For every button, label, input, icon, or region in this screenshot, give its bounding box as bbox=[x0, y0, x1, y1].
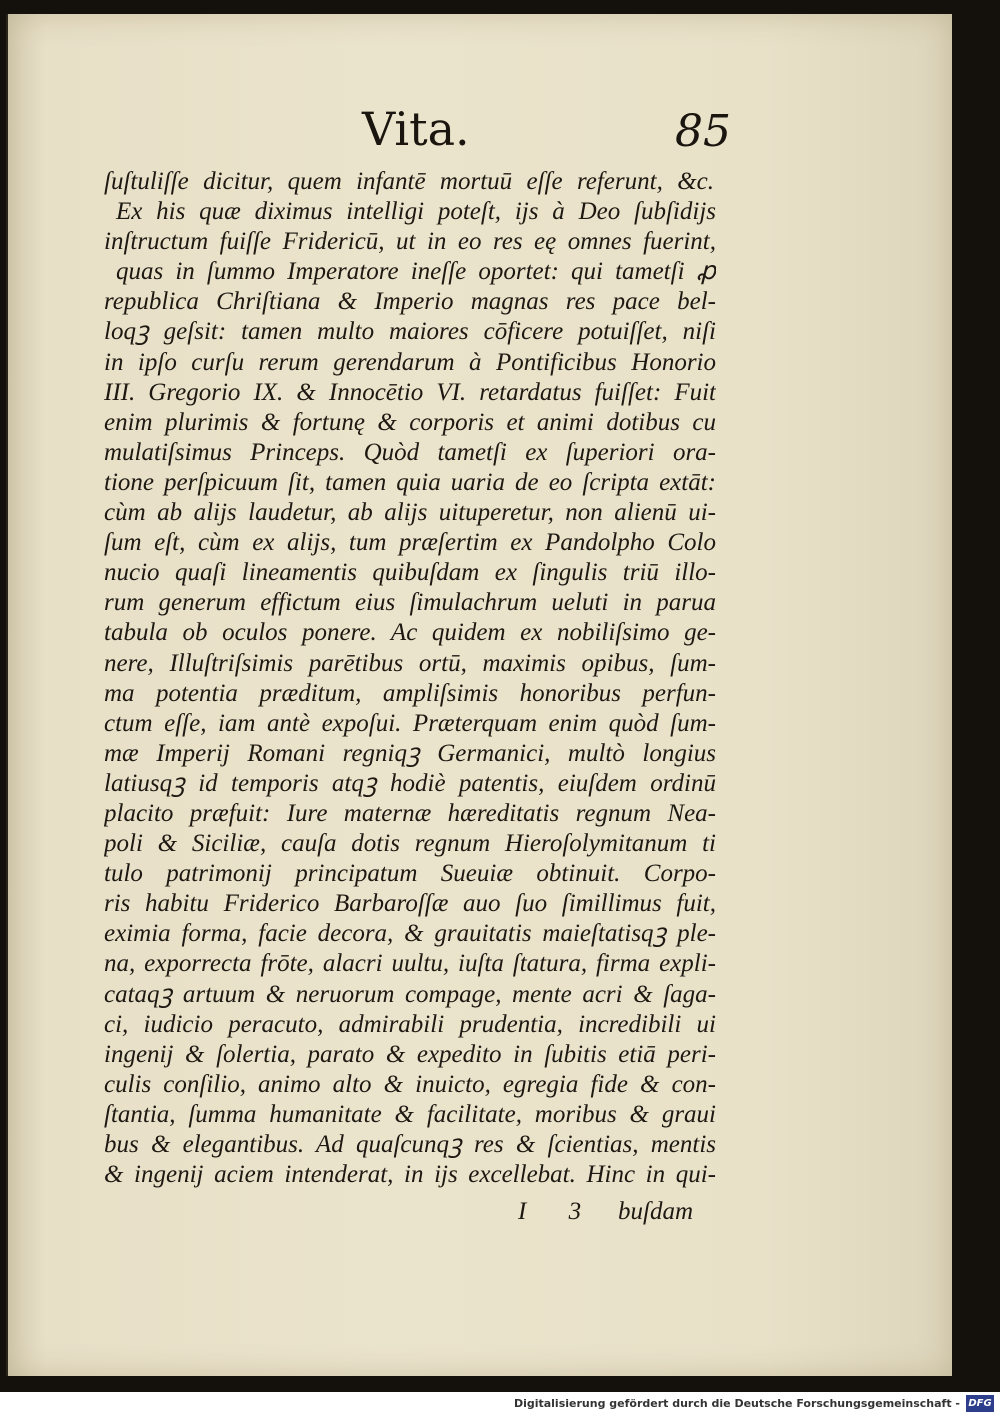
body-text bbox=[104, 167, 716, 1190]
text-line: ingenij & ſolertia, parato & expedito in ſubitis etiā peri- bbox=[104, 1040, 716, 1068]
signature-mark: I 3 bbox=[518, 1198, 600, 1225]
text-line: ris habitu Friderico Barbaroſſæ auo ſuo ſimillimus fuit, bbox=[104, 890, 716, 918]
text-line: nere, Illuſtriſsimis parētibus ortū, maximis opibus, ſum- bbox=[104, 649, 716, 677]
page-header bbox=[8, 14, 952, 15]
text-line: nucio quaſi lineamentis quibuſdam ex ſingulis triū illo- bbox=[104, 559, 716, 587]
text-line: III. Gregorio IX. & Innocētio VI. retardatus fuiſſet: Fuit bbox=[104, 378, 716, 406]
text-line: republica Chriſtiana & Imperio magnas res pace bel- bbox=[104, 288, 716, 316]
text-line: cùm ab alijs laudetur, ab alijs uituperetur, non alienū ui- bbox=[104, 499, 716, 527]
text-line: eximia forma, facie decora, & grauitatis maieſtatisqꝫ ple- bbox=[104, 920, 716, 948]
text-line: tabula ob oculos ponere. Ac quidem ex nobiliſsimo ge- bbox=[104, 619, 716, 647]
page-number: 85 bbox=[675, 106, 731, 157]
text-line: ſum eſt, cùm ex alijs, tum præſertim ex Pandolpho Colo bbox=[104, 529, 716, 557]
text-line: inſtructum fuiſſe Fridericū, ut in eo res eę omnes fuerint, bbox=[104, 228, 716, 256]
text-line: mulatiſsimus Princeps. Quòd tametſi ex ſuperiori ora- bbox=[104, 438, 716, 466]
text-line: ſuſtuliſſe dicitur, quem infantē mortuū eſſe referunt, &c. bbox=[104, 168, 714, 195]
text-line: culis conſilio, animo alto & inuicto, egregia fide & con- bbox=[104, 1070, 716, 1098]
text-line: in ipſo curſu rerum gerendarum à Pontificibus Honorio bbox=[104, 348, 716, 376]
text-line: poli & Siciliæ, cauſa dotis regnum Hieroſolymitanum ti bbox=[104, 830, 716, 858]
catchword: buſdam bbox=[618, 1198, 693, 1225]
text-line: rum generum effictum eius ſimulachrum ueluti in parua bbox=[104, 589, 716, 617]
text-line: placito præfuit: Iure maternæ hæreditatis regnum Nea- bbox=[104, 799, 716, 827]
text-line: cataqꝫ artuum & neruorum compage, mente acri & ſaga- bbox=[104, 980, 716, 1008]
text-line: loqꝫ geſsit: tamen multo maiores cōficere potuiſſet, niſi bbox=[104, 318, 716, 346]
digitization-credit: Digitalisierung gefördert durch die Deutsche Forschungsgemeinschaft - bbox=[513, 1397, 960, 1410]
text-line: ci, iudicio peracuto, admirabili prudentia, incredibili ui bbox=[104, 1010, 716, 1038]
digitization-bar bbox=[0, 1392, 1000, 1417]
running-title: Vita. bbox=[362, 102, 470, 156]
text-line: enim plurimis & fortunę & corporis et animi dotibus cu bbox=[104, 408, 716, 436]
text-line: ma potentia præditum, ampliſsimis honoribus perfun- bbox=[104, 679, 716, 707]
dfg-logo-icon: DFG bbox=[966, 1395, 994, 1412]
text-line: na, exporrecta frōte, alacri uultu, iuſta ſtatura, firma expli- bbox=[104, 950, 716, 978]
text-line: latiusqꝫ id temporis atqꝫ hodiè patentis, eiuſdem ordinū bbox=[104, 769, 716, 797]
text-line: mæ Imperij Romani regniqꝫ Germanici, multò longius bbox=[104, 739, 716, 767]
text-line: tione perſpicuum ſit, tamen quia uaria de eo ſcripta extāt: bbox=[104, 468, 716, 496]
text-line: bus & elegantibus. Ad quaſcunqꝫ res & ſcientias, mentis bbox=[104, 1131, 716, 1158]
text-line: tulo patrimonij principatum Sueuiæ obtinuit. Corpo- bbox=[104, 860, 716, 888]
text-line: Ex his quæ diximus intelligi poteſt, ijs à Deo ſubſidijs bbox=[116, 198, 716, 226]
text-line: ſtantia, ſumma humanitate & facilitate, moribus & graui bbox=[104, 1100, 716, 1128]
text-line: ctum eſſe, iam antè expoſui. Præterquam enim quòd ſum- bbox=[104, 709, 716, 737]
text-line: & ingenij aciem intenderat, in ijs excellebat. Hinc in qui- bbox=[104, 1161, 716, 1189]
text-line: quas in ſummo Imperatore ineſſe oportet: qui tametſi ꝓ bbox=[116, 258, 716, 286]
